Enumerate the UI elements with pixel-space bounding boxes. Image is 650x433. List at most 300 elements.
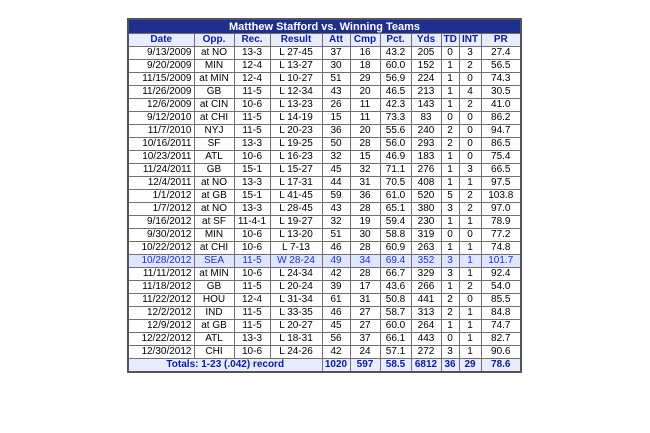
table-cell: L 10-27 — [270, 73, 322, 86]
table-cell: 441 — [411, 294, 441, 307]
column-header: Cmp — [350, 34, 380, 47]
table-cell: 15-1 — [234, 190, 270, 203]
table-cell: 13-3 — [234, 333, 270, 346]
table-cell: 66.7 — [380, 268, 411, 281]
table-cell: 15 — [322, 112, 350, 125]
table-cell: 1/7/2012 — [128, 203, 194, 216]
table-cell: 1 — [441, 242, 459, 255]
table-cell: at CHI — [194, 112, 234, 125]
table-cell: 10-6 — [234, 151, 270, 164]
table-row — [128, 346, 521, 359]
table-cell: 1 — [459, 177, 481, 190]
column-header: PR — [481, 34, 521, 47]
table-cell: 15-1 — [234, 164, 270, 177]
table-cell: 11/11/2012 — [128, 268, 194, 281]
table-cell: 0 — [441, 47, 459, 60]
table-cell: L 13-23 — [270, 99, 322, 112]
table-row — [128, 242, 521, 255]
table-cell: 11/18/2012 — [128, 281, 194, 294]
table-cell: 32 — [322, 151, 350, 164]
table-cell: 1 — [441, 86, 459, 99]
table-row — [128, 60, 521, 73]
totals-row — [128, 359, 521, 373]
column-header: Opp. — [194, 34, 234, 47]
table-cell: 43.2 — [380, 47, 411, 60]
table-cell: 20 — [350, 86, 380, 99]
table-row — [128, 47, 521, 60]
table-cell: 39 — [322, 281, 350, 294]
table-cell: 29 — [350, 73, 380, 86]
table-cell: 12/30/2012 — [128, 346, 194, 359]
table-row — [128, 294, 521, 307]
table-cell: 1 — [459, 307, 481, 320]
table-cell: L 13-20 — [270, 229, 322, 242]
table-cell: 66.5 — [481, 164, 521, 177]
table-cell: 2 — [441, 294, 459, 307]
table-row — [128, 99, 521, 112]
table-cell: 55.6 — [380, 125, 411, 138]
table-cell: GB — [194, 164, 234, 177]
table-cell: 443 — [411, 333, 441, 346]
table-cell: 11-5 — [234, 281, 270, 294]
column-header: Date — [128, 34, 194, 47]
table-cell: 50.8 — [380, 294, 411, 307]
table-cell: 10/16/2011 — [128, 138, 194, 151]
table-cell: 46 — [322, 242, 350, 255]
table-cell: 2 — [459, 99, 481, 112]
table-cell: 1 — [441, 320, 459, 333]
table-cell: at SF — [194, 216, 234, 229]
table-cell: 3 — [459, 47, 481, 60]
table-cell: 9/20/2009 — [128, 60, 194, 73]
table-cell: 28 — [350, 138, 380, 151]
table-cell: GB — [194, 86, 234, 99]
table-cell: 34 — [350, 255, 380, 268]
table-title: Matthew Stafford vs. Winning Teams — [128, 19, 521, 34]
table-cell: at MIN — [194, 268, 234, 281]
table-cell: 12/6/2009 — [128, 99, 194, 112]
table-cell: 329 — [411, 268, 441, 281]
header-row — [128, 34, 521, 47]
table-cell: 36 — [322, 125, 350, 138]
table-cell: 3 — [459, 164, 481, 177]
table-cell: 60.9 — [380, 242, 411, 255]
column-header: Yds — [411, 34, 441, 47]
table-cell: W 28-24 — [270, 255, 322, 268]
table-cell: L 20-23 — [270, 125, 322, 138]
table-cell: at NO — [194, 177, 234, 190]
table-cell: 28 — [350, 268, 380, 281]
totals-cell: 29 — [459, 359, 481, 373]
table-cell: 1 — [441, 177, 459, 190]
table-cell: 9/30/2012 — [128, 229, 194, 242]
table-cell: 78.9 — [481, 216, 521, 229]
table-cell: 51 — [322, 229, 350, 242]
table-cell: 27 — [350, 320, 380, 333]
table-cell: 30 — [350, 229, 380, 242]
totals-cell: 36 — [441, 359, 459, 373]
table-cell: L 20-24 — [270, 281, 322, 294]
table-cell: at MIN — [194, 73, 234, 86]
table-cell: 1 — [459, 268, 481, 281]
table-row — [128, 229, 521, 242]
table-cell: 408 — [411, 177, 441, 190]
table-cell: 1 — [459, 216, 481, 229]
table-row — [128, 307, 521, 320]
table-cell: L 24-34 — [270, 268, 322, 281]
table-row — [128, 320, 521, 333]
table-cell: 1 — [441, 99, 459, 112]
table-cell: 10/28/2012 — [128, 255, 194, 268]
table-cell: 1 — [459, 242, 481, 255]
table-cell: 77.2 — [481, 229, 521, 242]
table-cell: L 41-45 — [270, 190, 322, 203]
table-cell: 28 — [350, 242, 380, 255]
table-cell: 2 — [441, 307, 459, 320]
table-cell: 319 — [411, 229, 441, 242]
table-cell: 1 — [441, 73, 459, 86]
table-cell: 213 — [411, 86, 441, 99]
table-cell: 37 — [322, 47, 350, 60]
table-cell: 11/7/2010 — [128, 125, 194, 138]
table-cell: 0 — [441, 229, 459, 242]
table-cell: 276 — [411, 164, 441, 177]
table-cell: 10/23/2011 — [128, 151, 194, 164]
table-cell: L 18-31 — [270, 333, 322, 346]
table-cell: 56.0 — [380, 138, 411, 151]
table-cell: 86.5 — [481, 138, 521, 151]
table-row — [128, 151, 521, 164]
table-cell: SEA — [194, 255, 234, 268]
table-cell: 60.0 — [380, 60, 411, 73]
table-cell: 58.8 — [380, 229, 411, 242]
table-cell: 42 — [322, 268, 350, 281]
table-cell: 49 — [322, 255, 350, 268]
table-cell: 101.7 — [481, 255, 521, 268]
table-cell: 44 — [322, 177, 350, 190]
table-cell: L 17-31 — [270, 177, 322, 190]
table-cell: 0 — [459, 125, 481, 138]
table-cell: 16 — [350, 47, 380, 60]
table-row — [128, 138, 521, 151]
table-cell: 97.0 — [481, 203, 521, 216]
table-cell: 313 — [411, 307, 441, 320]
table-cell: 0 — [459, 294, 481, 307]
table-cell: 30.5 — [481, 86, 521, 99]
table-cell: 1 — [441, 151, 459, 164]
table-cell: 46 — [322, 307, 350, 320]
table-cell: 13-3 — [234, 138, 270, 151]
table-cell: 54.0 — [481, 281, 521, 294]
table-cell: GB — [194, 281, 234, 294]
table-cell: 58.7 — [380, 307, 411, 320]
table-cell: 143 — [411, 99, 441, 112]
table-cell: 36 — [350, 190, 380, 203]
table-cell: 74.7 — [481, 320, 521, 333]
table-cell: 103.8 — [481, 190, 521, 203]
table-cell: L 19-25 — [270, 138, 322, 151]
table-row — [128, 73, 521, 86]
table-cell: 0 — [459, 112, 481, 125]
stats-table — [127, 18, 522, 373]
table-row — [128, 255, 521, 268]
column-header: Result — [270, 34, 322, 47]
table-cell: 69.4 — [380, 255, 411, 268]
table-cell: 75.4 — [481, 151, 521, 164]
table-cell: 27.4 — [481, 47, 521, 60]
table-cell: 12/22/2012 — [128, 333, 194, 346]
table-cell: L 31-34 — [270, 294, 322, 307]
table-cell: 12/4/2011 — [128, 177, 194, 190]
table-cell: 73.3 — [380, 112, 411, 125]
table-cell: HOU — [194, 294, 234, 307]
table-cell: L 13-27 — [270, 60, 322, 73]
table-cell: 56.5 — [481, 60, 521, 73]
table-cell: 224 — [411, 73, 441, 86]
table-body — [128, 47, 521, 359]
table-cell: at NO — [194, 203, 234, 216]
column-header: Att — [322, 34, 350, 47]
table-cell: 11-5 — [234, 86, 270, 99]
table-cell: IND — [194, 307, 234, 320]
table-cell: 9/13/2009 — [128, 47, 194, 60]
table-cell: at GB — [194, 320, 234, 333]
table-cell: 13-3 — [234, 203, 270, 216]
table-cell: ATL — [194, 151, 234, 164]
table-cell: 28 — [350, 203, 380, 216]
table-cell: 9/12/2010 — [128, 112, 194, 125]
table-cell: 43.6 — [380, 281, 411, 294]
table-cell: 11-4-1 — [234, 216, 270, 229]
table-cell: 56.9 — [380, 73, 411, 86]
table-cell: 12-4 — [234, 73, 270, 86]
table-row — [128, 281, 521, 294]
table-cell: 5 — [441, 190, 459, 203]
table-cell: 3 — [441, 346, 459, 359]
table-cell: at GB — [194, 190, 234, 203]
table-cell: 46.5 — [380, 86, 411, 99]
table-cell: 2 — [459, 203, 481, 216]
table-cell: 11-5 — [234, 125, 270, 138]
table-cell: 50 — [322, 138, 350, 151]
table-cell: SF — [194, 138, 234, 151]
table-cell: 18 — [350, 60, 380, 73]
table-cell: 43 — [322, 86, 350, 99]
table-cell: L 33-35 — [270, 307, 322, 320]
table-cell: 32 — [322, 216, 350, 229]
table-cell: 10-6 — [234, 268, 270, 281]
column-header: INT — [459, 34, 481, 47]
table-cell: 45 — [322, 164, 350, 177]
table-cell: 0 — [459, 229, 481, 242]
table-cell: 10-6 — [234, 346, 270, 359]
table-cell: 10-6 — [234, 99, 270, 112]
table-cell: 65.1 — [380, 203, 411, 216]
table-cell: 11/26/2009 — [128, 86, 194, 99]
table-cell: 11/22/2012 — [128, 294, 194, 307]
table-cell: 82.7 — [481, 333, 521, 346]
table-row — [128, 125, 521, 138]
table-cell: 1 — [459, 346, 481, 359]
table-cell: 94.7 — [481, 125, 521, 138]
totals-cell: 58.5 — [380, 359, 411, 373]
table-cell: 2 — [459, 190, 481, 203]
table-cell: 15 — [350, 151, 380, 164]
table-cell: 32 — [350, 164, 380, 177]
table-cell: 293 — [411, 138, 441, 151]
table-cell: 1 — [459, 255, 481, 268]
table-cell: 0 — [459, 73, 481, 86]
table-cell: 0 — [441, 333, 459, 346]
table-cell: CHI — [194, 346, 234, 359]
table-row — [128, 177, 521, 190]
table-cell: 205 — [411, 47, 441, 60]
column-header: TD — [441, 34, 459, 47]
totals-cell: 597 — [350, 359, 380, 373]
table-cell: L 24-26 — [270, 346, 322, 359]
table-cell: 30 — [322, 60, 350, 73]
table-cell: 2 — [441, 125, 459, 138]
table-cell: 74.8 — [481, 242, 521, 255]
table-cell: ATL — [194, 333, 234, 346]
table-cell: 45 — [322, 320, 350, 333]
table-cell: L 14-19 — [270, 112, 322, 125]
table-cell: 352 — [411, 255, 441, 268]
table-cell: L 27-45 — [270, 47, 322, 60]
table-row — [128, 164, 521, 177]
table-cell: 37 — [350, 333, 380, 346]
table-row — [128, 190, 521, 203]
table-cell: 9/16/2012 — [128, 216, 194, 229]
table-cell: 380 — [411, 203, 441, 216]
table-cell: 61 — [322, 294, 350, 307]
table-cell: 61.0 — [380, 190, 411, 203]
table-cell: 31 — [350, 177, 380, 190]
table-cell: 263 — [411, 242, 441, 255]
table-cell: 272 — [411, 346, 441, 359]
table-cell: 1 — [441, 164, 459, 177]
table-cell: 17 — [350, 281, 380, 294]
table-cell: 2 — [459, 281, 481, 294]
table-cell: L 12-34 — [270, 86, 322, 99]
table-cell: 0 — [459, 138, 481, 151]
table-cell: 26 — [322, 99, 350, 112]
table-cell: 11-5 — [234, 112, 270, 125]
table-cell: 56 — [322, 333, 350, 346]
table-cell: 13-3 — [234, 47, 270, 60]
table-cell: at NO — [194, 47, 234, 60]
table-cell: 27 — [350, 307, 380, 320]
table-cell: 10-6 — [234, 242, 270, 255]
table-cell: 42 — [322, 346, 350, 359]
table-cell: 3 — [441, 203, 459, 216]
column-header: Pct. — [380, 34, 411, 47]
table-cell: 12/2/2012 — [128, 307, 194, 320]
table-cell: 24 — [350, 346, 380, 359]
table-cell: 10-6 — [234, 229, 270, 242]
table-cell: 1 — [441, 216, 459, 229]
table-cell: 11 — [350, 112, 380, 125]
table-cell: 2 — [441, 138, 459, 151]
table-cell: 90.6 — [481, 346, 521, 359]
table-cell: 0 — [459, 151, 481, 164]
table-cell: 11-5 — [234, 307, 270, 320]
totals-cell: 1020 — [322, 359, 350, 373]
table-cell: 66.1 — [380, 333, 411, 346]
table-cell: 4 — [459, 86, 481, 99]
table-cell: 74.3 — [481, 73, 521, 86]
table-cell: 70.5 — [380, 177, 411, 190]
table-cell: 60.0 — [380, 320, 411, 333]
table-row — [128, 268, 521, 281]
table-cell: 1 — [441, 60, 459, 73]
table-cell: 230 — [411, 216, 441, 229]
table-cell: 3 — [441, 268, 459, 281]
table-cell: 1 — [459, 320, 481, 333]
table-cell: L 20-27 — [270, 320, 322, 333]
table-cell: 12-4 — [234, 60, 270, 73]
totals-label: Totals: 1-23 (.042) record — [128, 359, 322, 373]
table-cell: 57.1 — [380, 346, 411, 359]
table-cell: 92.4 — [481, 268, 521, 281]
table-cell: 19 — [350, 216, 380, 229]
table-cell: MIN — [194, 60, 234, 73]
totals-cell: 78.6 — [481, 359, 521, 373]
table-cell: L 16-23 — [270, 151, 322, 164]
table-row — [128, 333, 521, 346]
table-row — [128, 216, 521, 229]
table-cell: MIN — [194, 229, 234, 242]
table-cell: at CIN — [194, 99, 234, 112]
table-cell: 1 — [459, 333, 481, 346]
table-cell: 520 — [411, 190, 441, 203]
table-cell: 11 — [350, 99, 380, 112]
table-cell: 59 — [322, 190, 350, 203]
table-cell: 41.0 — [481, 99, 521, 112]
table-cell: 97.5 — [481, 177, 521, 190]
table-cell: 12-4 — [234, 294, 270, 307]
table-cell: 83 — [411, 112, 441, 125]
table-cell: L 28-45 — [270, 203, 322, 216]
table-row — [128, 86, 521, 99]
table-cell: 43 — [322, 203, 350, 216]
table-cell: 266 — [411, 281, 441, 294]
table-cell: 31 — [350, 294, 380, 307]
table-cell: 240 — [411, 125, 441, 138]
table-cell: 51 — [322, 73, 350, 86]
totals-cell: 6812 — [411, 359, 441, 373]
table-cell: 59.4 — [380, 216, 411, 229]
table-cell: 13-3 — [234, 177, 270, 190]
table-cell: L 7-13 — [270, 242, 322, 255]
table-cell: 46.9 — [380, 151, 411, 164]
table-cell: 84.8 — [481, 307, 521, 320]
table-cell: L 19-27 — [270, 216, 322, 229]
table-cell: 183 — [411, 151, 441, 164]
table-cell: 71.1 — [380, 164, 411, 177]
table-row — [128, 112, 521, 125]
table-cell: 1/1/2012 — [128, 190, 194, 203]
table-cell: 10/22/2012 — [128, 242, 194, 255]
table-cell: 20 — [350, 125, 380, 138]
table-cell: 11/24/2011 — [128, 164, 194, 177]
table-cell: 1 — [441, 281, 459, 294]
table-cell: 0 — [441, 112, 459, 125]
table-cell: at CHI — [194, 242, 234, 255]
table-cell: 12/9/2012 — [128, 320, 194, 333]
table-cell: 11/15/2009 — [128, 73, 194, 86]
table-cell: 2 — [459, 60, 481, 73]
